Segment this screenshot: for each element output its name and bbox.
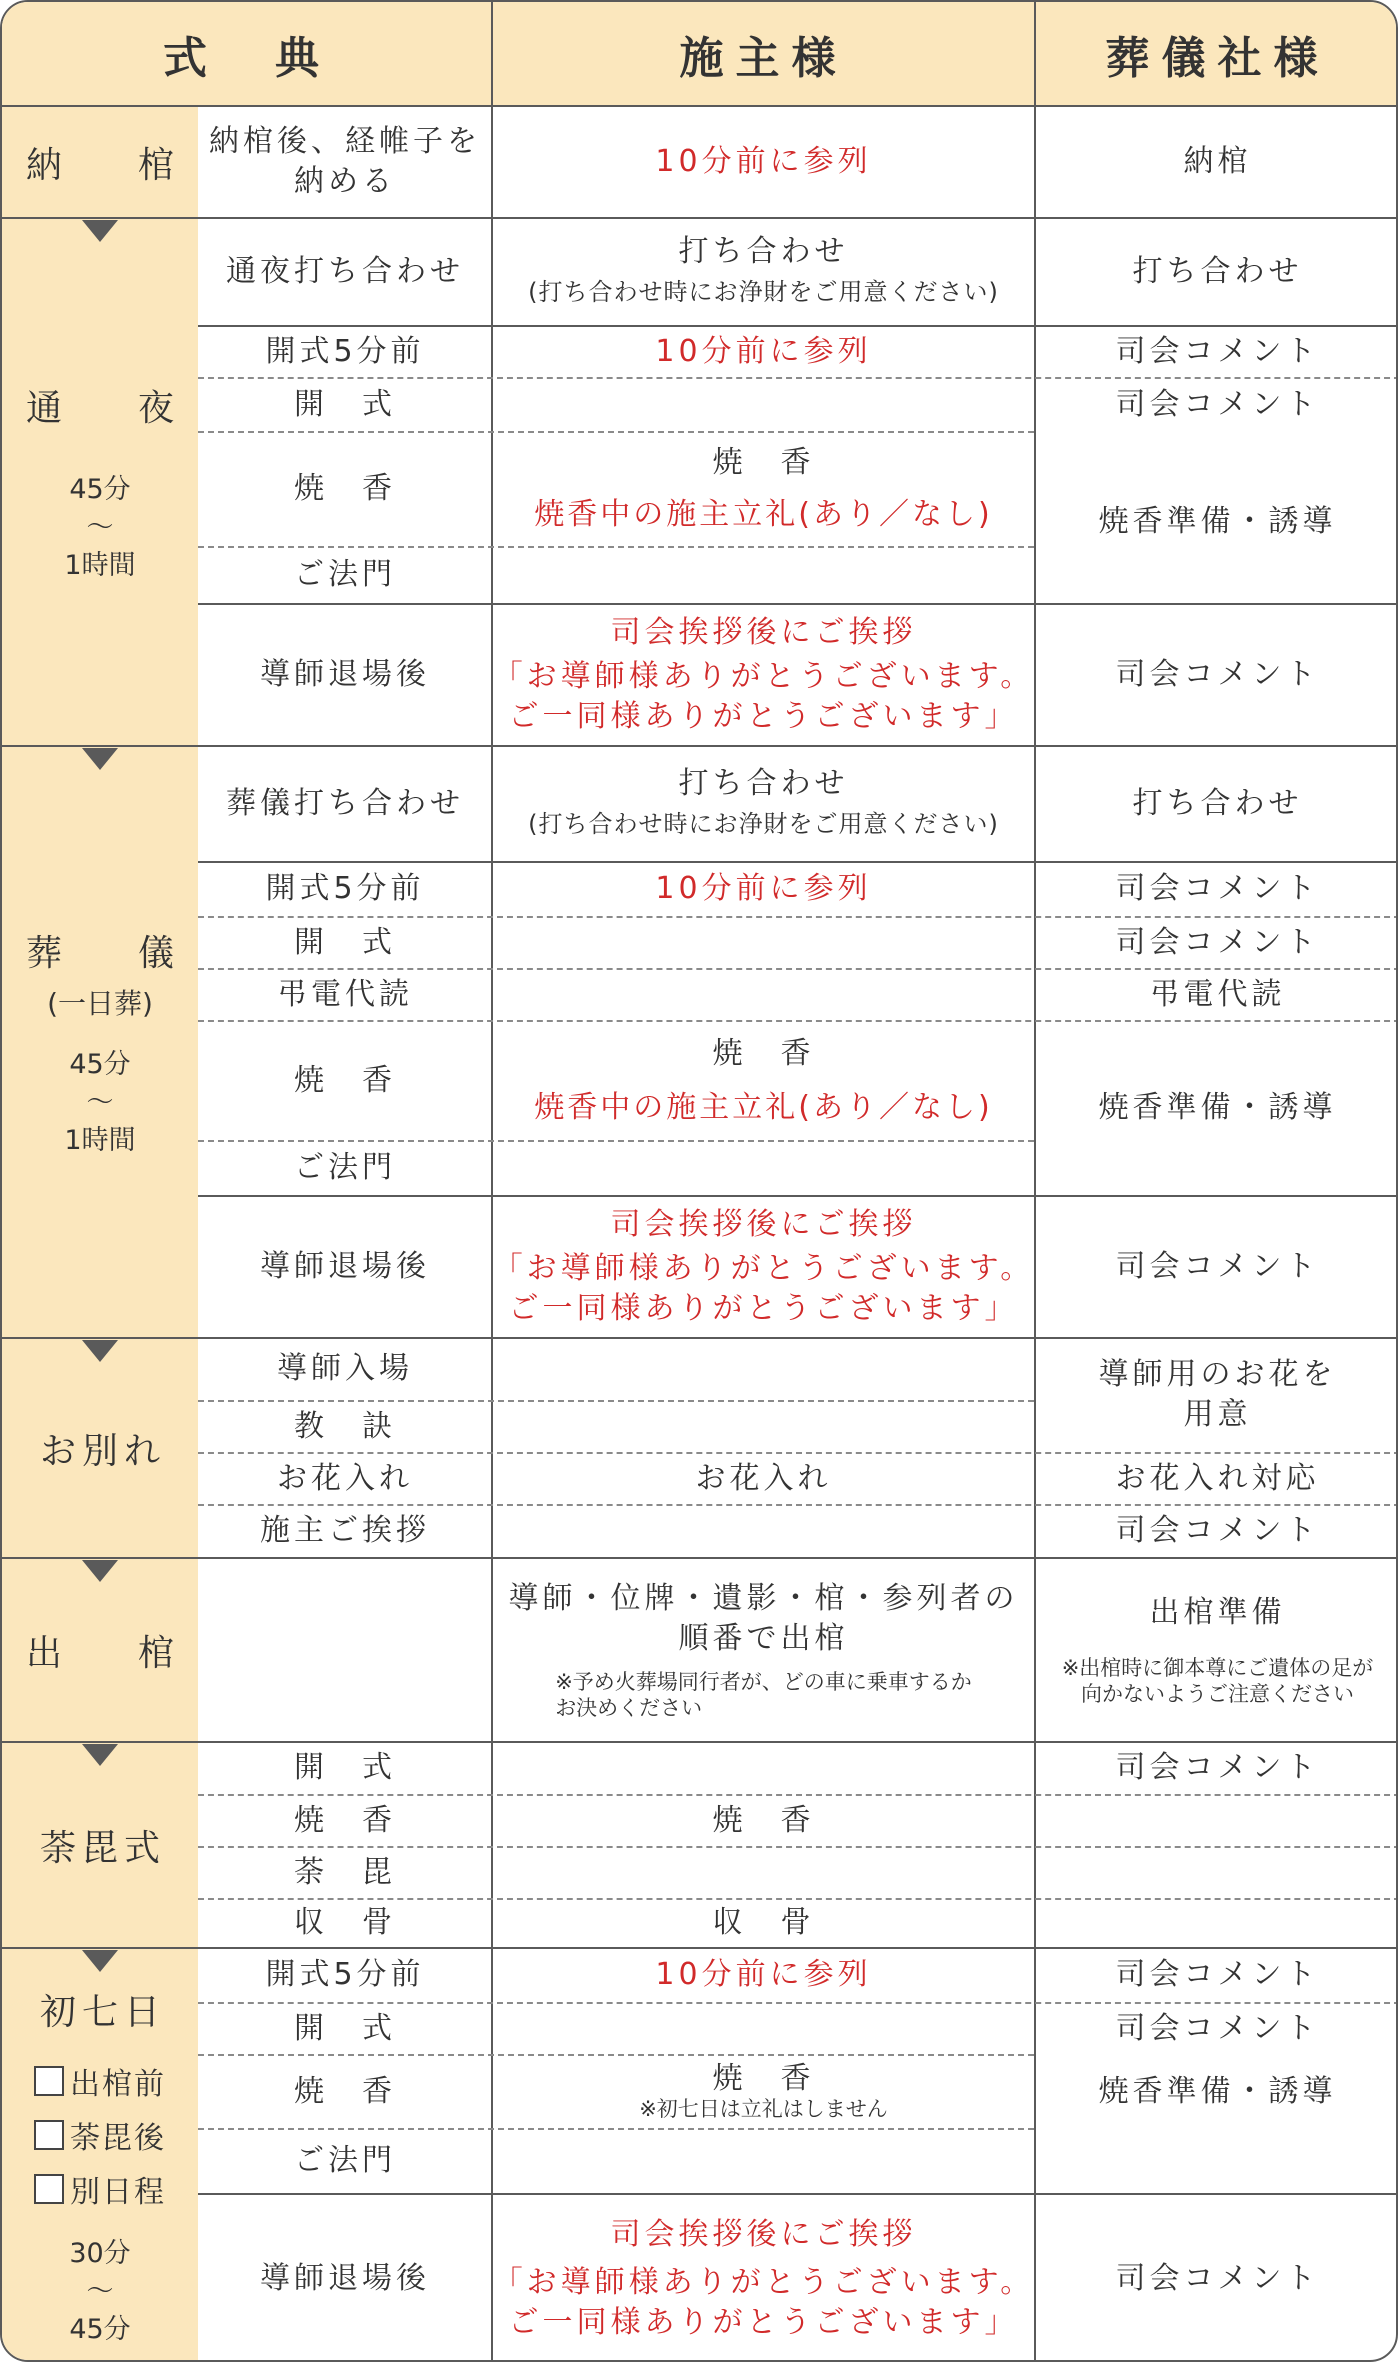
ceremony-cell: 開 式 <box>294 2011 396 2046</box>
chief-cell <box>492 1021 1035 1141</box>
arrow-down-icon <box>82 1560 118 1582</box>
section-title: お別れ <box>39 1430 166 1472</box>
ceremony-cell: 収 骨 <box>294 1905 396 1940</box>
chief-red-text: 司会挨拶後にご挨拶 <box>610 1207 917 1242</box>
section-title: 通 夜 <box>25 387 194 429</box>
ceremony-cell: 開 式 <box>294 1750 396 1785</box>
company-cell: 司会コメント <box>1115 1249 1320 1284</box>
arrow-down-icon <box>82 220 118 242</box>
option-label: 出棺前 <box>70 2067 166 2102</box>
ceremony-cell: 導師入場 <box>277 1351 413 1386</box>
arrow-down-icon <box>82 1340 118 1362</box>
chief-red-quote: 「お導師様ありがとうございます。 ご一同様ありがとうございます」 <box>492 1251 1035 1326</box>
chief-cell: 10分前に参列 <box>655 334 872 369</box>
company-cell: 打ち合わせ <box>1132 786 1303 821</box>
ceremony-cell: 荼 毘 <box>294 1855 396 1890</box>
ceremony-cell: 焼 香 <box>294 471 396 506</box>
section-sougi <box>2 746 198 1338</box>
section-title: 初七日 <box>39 1992 166 2033</box>
arrow-down-icon <box>82 748 118 770</box>
checkbox-icon[interactable] <box>34 2120 64 2150</box>
chief-cell <box>492 1196 1035 1338</box>
section-title: 納 棺 <box>25 144 194 186</box>
section-duration: 30分 ～ 45分 <box>69 2238 131 2345</box>
company-cell: 司会コメント <box>1115 1750 1320 1785</box>
chief-cell: 10分前に参列 <box>655 1957 872 1992</box>
chief-red-text: 司会挨拶後にご挨拶 <box>610 2217 917 2252</box>
chief-red-quote: 「お導師様ありがとうございます。 ご一同様ありがとうございます」 <box>492 659 1035 734</box>
chief-note: (打ち合わせ時にお浄財をご用意ください) <box>528 810 999 838</box>
ceremony-cell: ご法門 <box>294 557 396 592</box>
chief-text: 打ち合わせ <box>678 234 849 269</box>
ceremony-cell: 焼 香 <box>294 1803 396 1838</box>
company-note: ※出棺時に御本尊にご遺体の足が 向かないようご注意ください <box>1061 1656 1374 1706</box>
company-cell: 司会コメント <box>1115 2011 1320 2046</box>
ceremony-cell: 弔電代読 <box>277 977 413 1012</box>
chief-note: (打ち合わせ時にお浄財をご用意ください) <box>528 278 999 306</box>
section-shonanoka <box>2 1948 198 2362</box>
header-ceremony-label: 式 典 <box>2 2 492 106</box>
chief-text: 焼 香 <box>712 1036 815 1071</box>
chief-text: 焼 香 <box>712 2061 815 2096</box>
chief-cell <box>492 2055 1035 2129</box>
company-cell: 焼香準備・誘導 <box>1098 1090 1337 1125</box>
company-cell: 司会コメント <box>1115 925 1320 960</box>
chief-cell: お花入れ <box>695 1461 832 1496</box>
section-dabi <box>2 1742 198 1948</box>
company-cell: 導師用のお花を 用意 <box>1098 1357 1337 1432</box>
chief-text: 打ち合わせ <box>678 766 849 801</box>
chief-note: ※予め火葬場同行者が、どの車に乗車するか お決めください <box>555 1670 972 1720</box>
company-cell: 司会コメント <box>1115 1513 1320 1548</box>
arrow-down-icon <box>82 1744 118 1766</box>
ceremony-cell: 導師退場後 <box>260 657 430 692</box>
company-cell: 司会コメント <box>1115 2261 1320 2296</box>
chief-cell: 収 骨 <box>712 1905 815 1940</box>
ceremony-cell: ご法門 <box>294 1150 396 1185</box>
chief-red-quote: 「お導師様ありがとうございます。 ご一同様ありがとうございます」 <box>492 2265 1035 2340</box>
section-title: 出 棺 <box>25 1632 194 1674</box>
chief-cell <box>492 746 1035 862</box>
ceremony-cell: 納棺後、経帷子を 納める <box>209 124 481 199</box>
section-noukan <box>2 106 198 218</box>
company-cell: 司会コメント <box>1115 1957 1320 1992</box>
option-label: 別日程 <box>70 2175 166 2210</box>
ceremony-cell: 導師退場後 <box>260 1249 430 1284</box>
ceremony-cell: 開 式 <box>294 387 396 422</box>
option-after-dabi[interactable] <box>34 2113 166 2157</box>
chief-cell: 焼 香 <box>712 1803 815 1838</box>
option-separate-day[interactable] <box>34 2167 166 2211</box>
company-cell: 打ち合わせ <box>1132 254 1303 289</box>
chief-text: 焼 香 <box>712 445 815 480</box>
ceremony-cell: 導師退場後 <box>260 2261 430 2296</box>
company-cell: 司会コメント <box>1115 657 1320 692</box>
section-owakare <box>2 1338 198 1558</box>
ceremony-cell: 施主ご挨拶 <box>260 1513 430 1548</box>
chief-text: 導師・位牌・遺影・棺・参列者の 順番で出棺 <box>508 1581 1019 1656</box>
chief-cell: 10分前に参列 <box>655 871 872 906</box>
ceremony-cell: 開式5分前 <box>265 871 425 906</box>
company-cell: 司会コメント <box>1115 334 1320 369</box>
section-duration: 45分 ～ 1時間 <box>64 473 136 581</box>
checkbox-icon[interactable] <box>34 2174 64 2204</box>
ceremony-cell: 焼 香 <box>294 2074 396 2109</box>
company-cell: 納棺 <box>1183 144 1252 179</box>
company-cell: 焼香準備・誘導 <box>1098 504 1337 539</box>
company-cell: お花入れ対応 <box>1115 1461 1320 1496</box>
ceremony-cell: 開式5分前 <box>265 1957 425 1992</box>
section-shukkan <box>2 1558 198 1742</box>
option-label: 荼毘後 <box>70 2121 166 2156</box>
option-before-shukkan[interactable] <box>34 2059 166 2103</box>
company-text: 出棺準備 <box>1149 1595 1286 1630</box>
chief-red-text: 焼香中の施主立礼(あり／なし) <box>534 1090 993 1125</box>
company-cell: 司会コメント <box>1115 387 1320 422</box>
ceremony-cell: ご法門 <box>294 2143 396 2178</box>
ceremony-cell: 通夜打ち合わせ <box>226 254 464 289</box>
chief-cell <box>492 218 1035 326</box>
ceremony-cell: お花入れ <box>277 1461 413 1496</box>
section-tsuya <box>2 218 198 746</box>
header-chief-mourner: 施主様 <box>492 2 1035 106</box>
header-funeral-company: 葬儀社様 <box>1035 2 1398 106</box>
section-title: 荼毘式 <box>39 1827 166 1869</box>
chief-cell <box>492 1558 1035 1742</box>
arrow-down-icon <box>82 1950 118 1972</box>
company-cell: 弔電代読 <box>1149 977 1286 1012</box>
checkbox-icon[interactable] <box>34 2066 64 2096</box>
section-duration: 45分 ～ 1時間 <box>64 1048 136 1156</box>
section-title: 葬 儀 <box>25 932 194 974</box>
chief-cell: 10分前に参列 <box>655 144 872 179</box>
chief-cell <box>492 2194 1035 2362</box>
chief-note: ※初七日は立礼はしません <box>639 2097 888 2121</box>
ceremony-cell: 葬儀打ち合わせ <box>226 786 464 821</box>
company-cell: 司会コメント <box>1115 871 1320 906</box>
ceremony-cell: 焼 香 <box>294 1063 396 1098</box>
chief-red-text: 焼香中の施主立礼(あり／なし) <box>534 497 993 532</box>
ceremony-cell: 開 式 <box>294 925 396 960</box>
section-subtitle: (一日葬) <box>47 986 153 1020</box>
ceremony-cell: 開式5分前 <box>265 334 425 369</box>
chief-cell <box>492 604 1035 746</box>
company-cell <box>1035 1558 1398 1742</box>
ceremony-cell: 教 訣 <box>294 1409 396 1444</box>
company-cell: 焼香準備・誘導 <box>1098 2074 1337 2109</box>
chief-cell <box>492 432 1035 546</box>
chief-red-text: 司会挨拶後にご挨拶 <box>610 615 917 650</box>
